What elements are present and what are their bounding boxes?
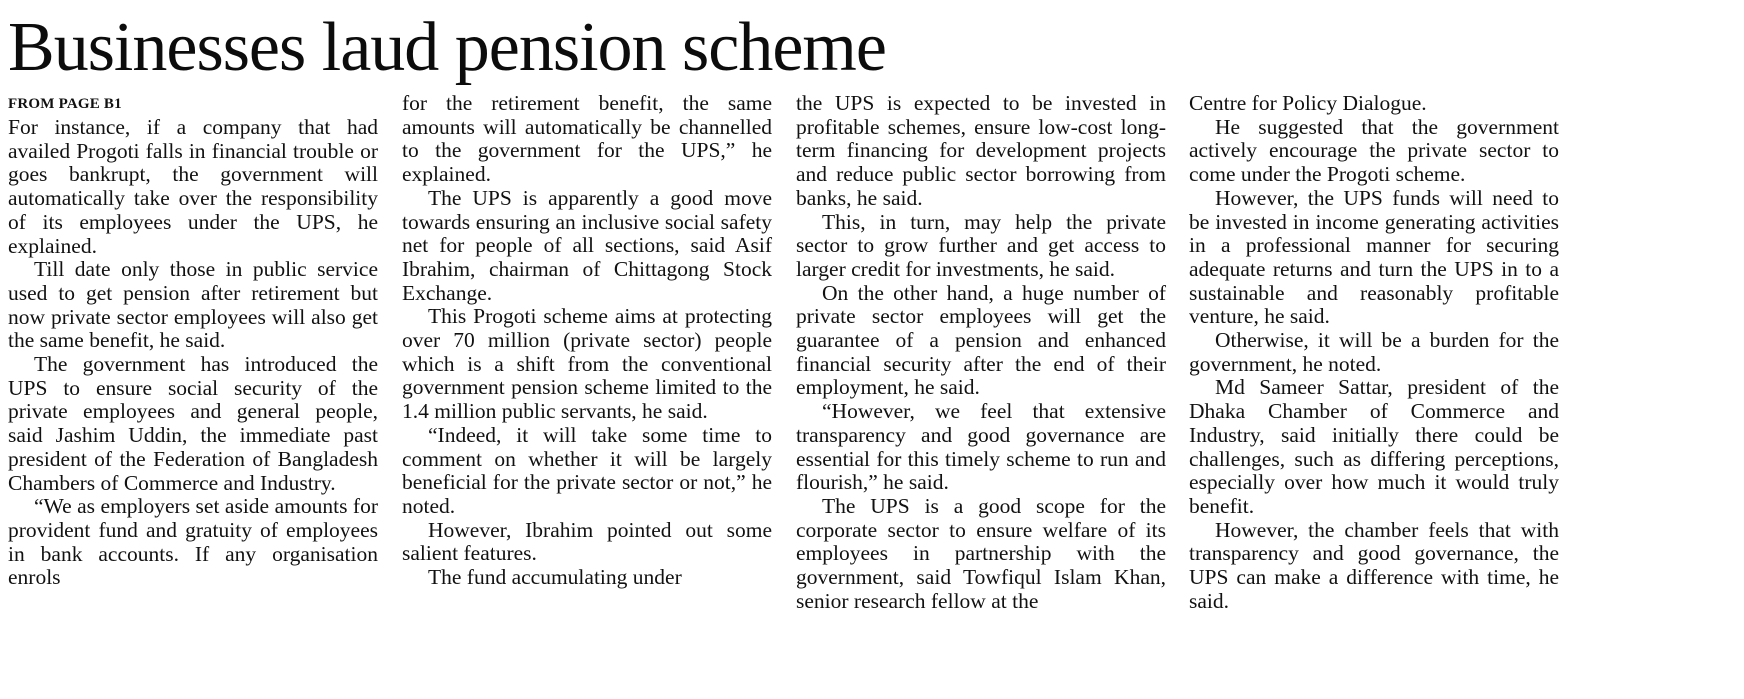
paragraph: “We as employers set aside amounts for provident fund and gratuity of employees in bank accounts. If any organisation enrols [8, 494, 378, 590]
paragraph: This, in turn, may help the private sector to grow further and get access to larger credit for investments, he said. [796, 209, 1166, 281]
article-column-2 [402, 92, 772, 590]
paragraph: On the other hand, a huge number of private sector employees will get the guarantee of a pension and enhanced financial security after the end of their employment, he said. [796, 280, 1166, 400]
paragraph: For instance, if a company that had availed Progoti falls in financial trouble or goes bankrupt, the government will automatically take over the responsibility of its employees under the UPS, he explained. [8, 115, 378, 258]
paragraph: for the retirement benefit, the same amounts will automatically be channelled to the government for the UPS,” he explained. [402, 91, 772, 187]
paragraph: “Indeed, it will take some time to comment on whether it will be largely beneficial for the private sector or not,” he noted. [402, 422, 772, 518]
paragraph: Otherwise, it will be a burden for the government, he noted. [1189, 328, 1559, 376]
paragraph: The fund accumulating under [428, 565, 682, 590]
article-column-4 [1189, 92, 1559, 613]
paragraph: Centre for Policy Dialogue. [1189, 91, 1427, 115]
paragraph: However, the chamber feels that with transparency and good governance, the UPS can make a difference with time, he said. [1189, 517, 1559, 613]
paragraph: Md Sameer Sattar, president of the Dhaka Chamber of Commerce and Industry, said initially there could be challenges, such as differing perceptions, especially over how much it would truly benefit. [1189, 375, 1559, 518]
paragraph: The UPS is a good scope for the corporate sector to ensure welfare of its employees in partnership with the government, said Towfiqul Islam Khan, senior research fellow at the [796, 493, 1166, 613]
paragraph: However, Ibrahim pointed out some salient features. [402, 517, 772, 566]
paragraph: This Progoti scheme aims at protecting over 70 million (private sector) people which is a shift from the conventional government pension scheme limited to the 1.4 million public servants, he said. [402, 304, 772, 424]
paragraph: The government has introduced the UPS to ensure social security of the private employees and general people, said Jashim Uddin, the immediate past president of the Federation of Bangladesh Chambers of Commerce and Industry. [8, 352, 378, 495]
article-column-3 [796, 92, 1166, 613]
article-column-1 [8, 92, 378, 590]
paragraph: Till date only those in public service used to get pension after retirement but now private sector employees will also get the same benefit, he said. [8, 257, 378, 353]
paragraph: the UPS is expected to be invested in profitable schemes, ensure low-cost long-term financing for development projects and reduce public sector borrowing from banks, he said. [796, 91, 1166, 210]
paragraph: The UPS is apparently a good move towards ensuring an inclusive social safety net for people of all sections, said Asif Ibrahim, chairman of Chittagong Stock Exchange. [402, 185, 772, 305]
paragraph: He suggested that the government actively encourage the private sector to come under the Progoti scheme. [1189, 114, 1559, 187]
continued-from-label: FROM PAGE B1 [8, 96, 122, 112]
article-headline: Businesses laud pension scheme [8, 9, 886, 86]
paragraph: However, the UPS funds will need to be invested in income generating activities in a professional manner for securing adequate returns and turn the UPS in to a sustainable and reasonably profitable venture, he said. [1189, 185, 1559, 329]
paragraph: “However, we feel that extensive transparency and good governance are essential for this timely scheme to run and flourish,” he said. [796, 399, 1166, 495]
